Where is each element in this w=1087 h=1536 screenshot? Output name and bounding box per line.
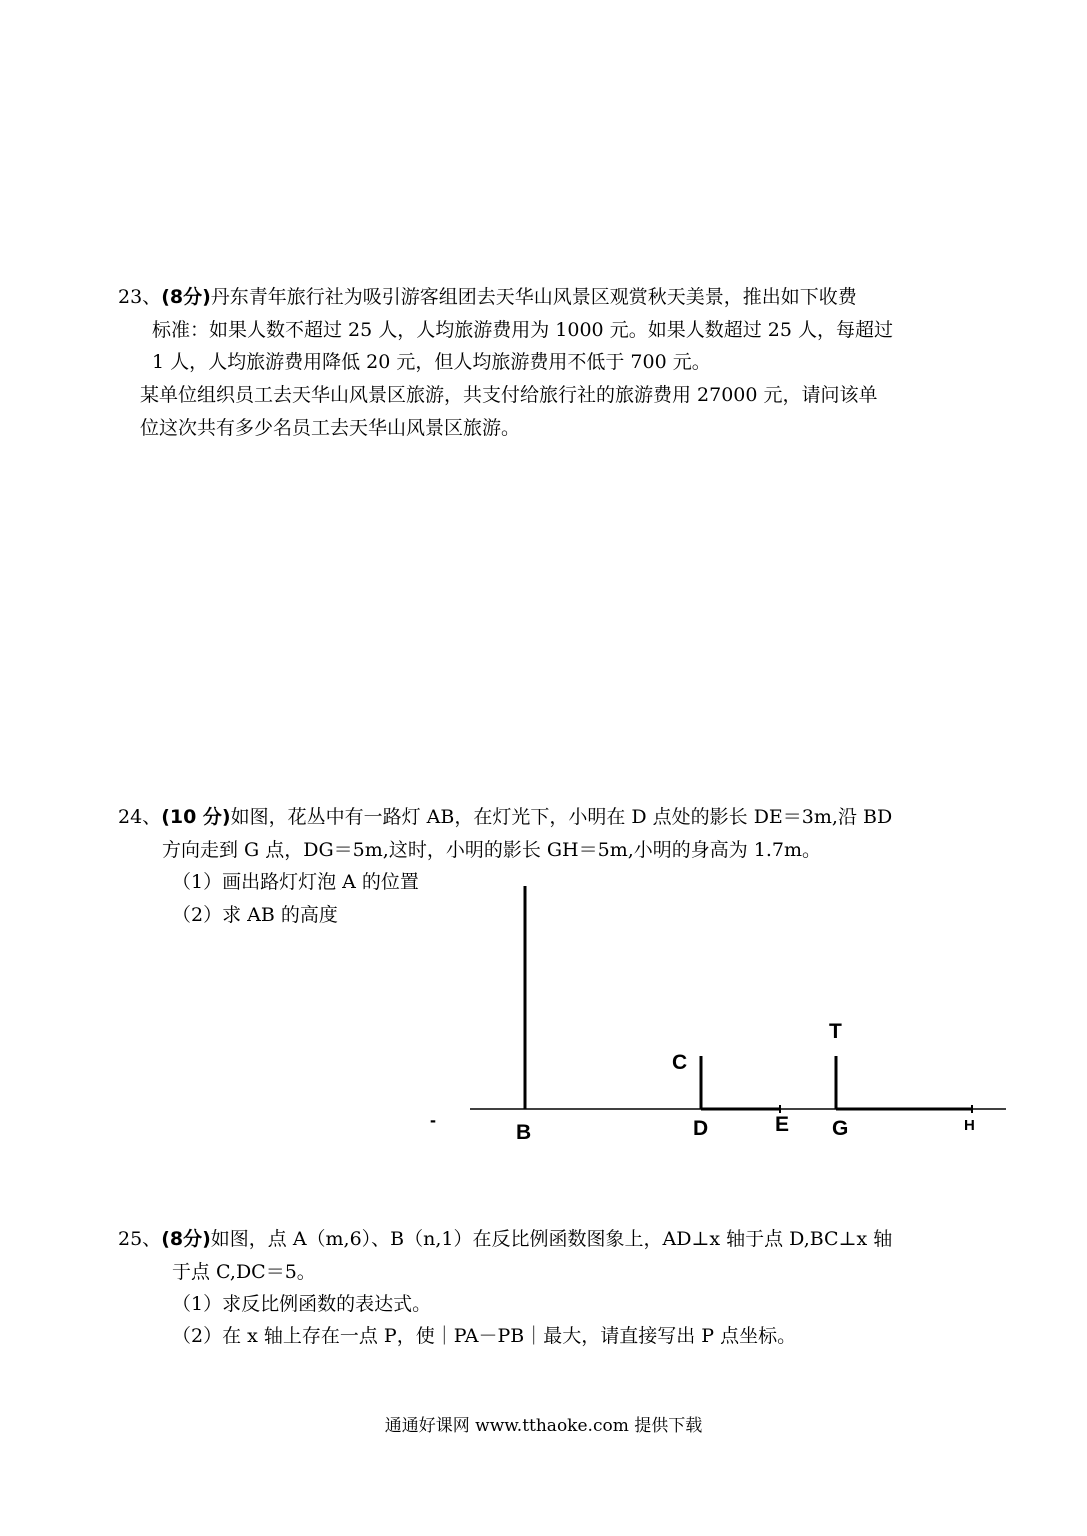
q25-score: (8分) xyxy=(161,1228,211,1250)
q24-number: 24、 xyxy=(118,806,162,828)
q25-line1 xyxy=(118,1230,892,1249)
label-c: C xyxy=(672,1051,688,1074)
q23-line2: 标准：如果人数不超过 25 人，人均旅游费用为 1000 元。如果人数超过 25 人，每超过 xyxy=(152,319,893,341)
q24-sub2: （2）求 AB 的高度 xyxy=(172,904,338,926)
q25-number: 25、 xyxy=(118,1228,162,1250)
q25-line2: 于点 C,DC＝5。 xyxy=(172,1261,316,1283)
q25-sub2: （2）在 x 轴上存在一点 P，使｜PA－PB｜最大，请直接写出 P 点坐标。 xyxy=(172,1325,797,1347)
q24-score: (10 分) xyxy=(161,806,231,828)
page-footer: 通通好课网 www.tthaoke.com 提供下载 xyxy=(384,1416,703,1436)
label-t: T xyxy=(829,1020,842,1043)
q24-line1 xyxy=(118,808,892,827)
label-b: B xyxy=(516,1121,532,1144)
q24-text1: 如图，花丛中有一路灯 AB，在灯光下，小明在 D 点处的影长 DE＝3m,沿 BD xyxy=(230,806,893,828)
label-h: H xyxy=(964,1117,975,1134)
label-e: E xyxy=(775,1113,790,1136)
q23-line5: 位这次共有多少名员工去天华山风景区旅游。 xyxy=(140,417,521,439)
label-g: G xyxy=(832,1117,849,1140)
q25-sub1: （1）求反比例函数的表达式。 xyxy=(172,1293,432,1315)
q23-number: 23、 xyxy=(118,286,162,308)
q23-line1 xyxy=(118,288,857,307)
q23-text1: 丹东青年旅行社为吸引游客组团去天华山风景区观赏秋天美景，推出如下收费 xyxy=(210,286,857,308)
dash-mark: - xyxy=(430,1110,436,1130)
q25-text1: 如图，点 A（m,6）、B（n,1）在反比例函数图象上，AD⊥x 轴于点 D,BC⊥x 轴 xyxy=(210,1228,893,1250)
label-d: D xyxy=(693,1117,709,1140)
q24-sub1: （1）画出路灯灯泡 A 的位置 xyxy=(172,871,419,893)
q24-line2: 方向走到 G 点，DG＝5m,这时，小明的影长 GH＝5m,小明的身高为 1.7m。 xyxy=(162,839,822,861)
q23-line3: 1 人，人均旅游费用降低 20 元，但人均旅游费用不低于 700 元。 xyxy=(152,351,711,373)
q23-score: (8分) xyxy=(161,286,211,308)
lamp-shadow-figure xyxy=(420,880,1020,1150)
q23-line4: 某单位组织员工去天华山风景区旅游，共支付给旅行社的旅游费用 27000 元，请问该单 xyxy=(140,384,878,406)
